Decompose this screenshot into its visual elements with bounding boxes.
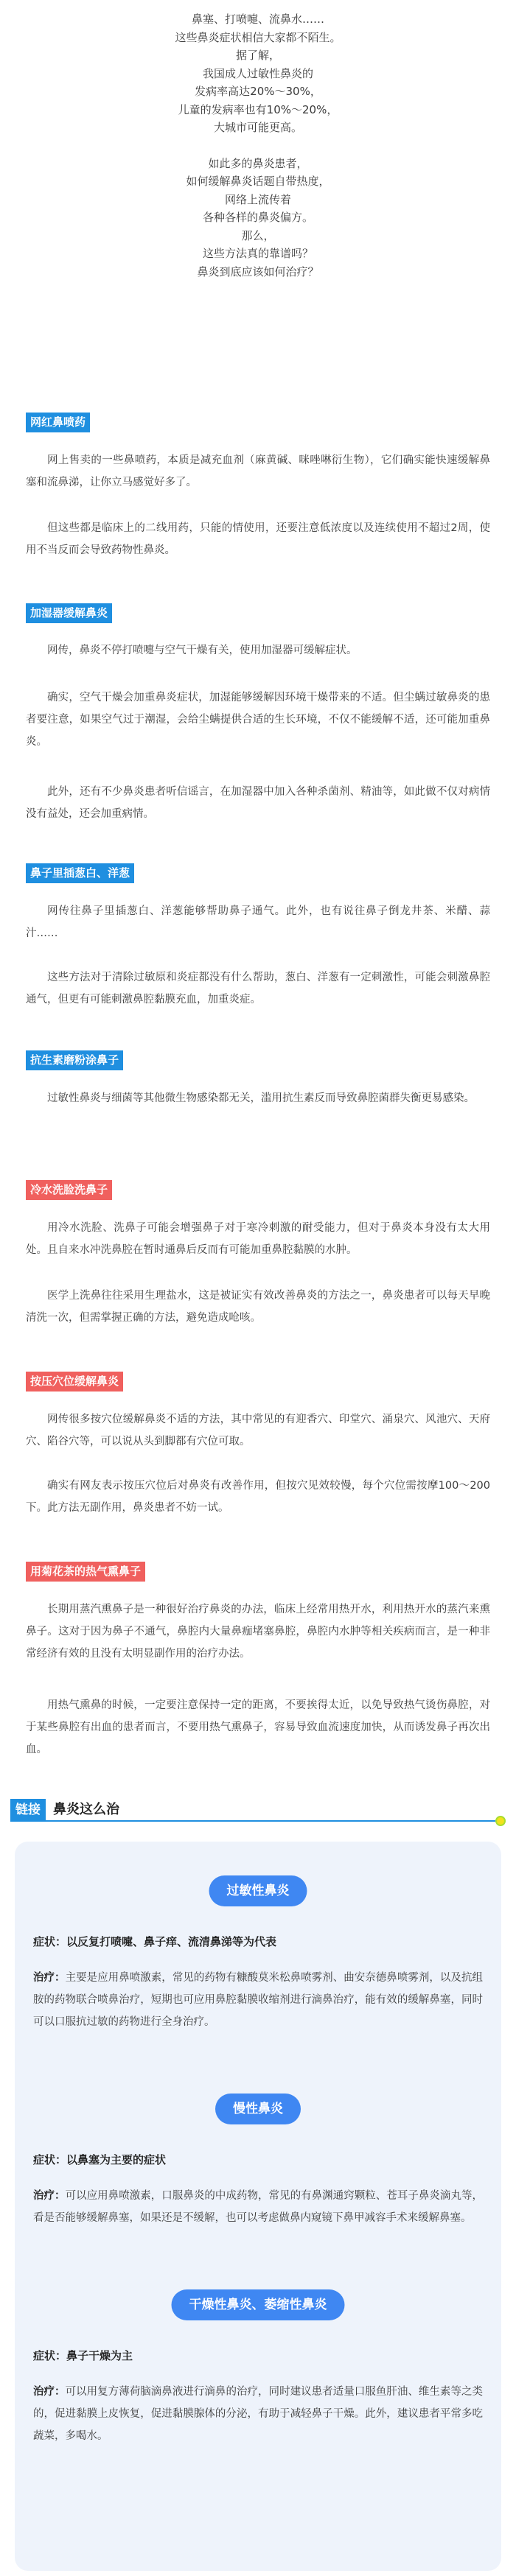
section-paragraph	[26, 639, 490, 661]
section-paragraph	[26, 1475, 490, 1519]
paragraph-text: 用热气熏鼻的时候，一定要注意保持一定的距离，不要挨得太近，以免导致热气烫伤鼻腔，对于某些鼻腔有出血的患者而言，不要用热气熏鼻子，容易导致血流速度加快，从而诱发鼻子再次出血。	[26, 1699, 490, 1755]
symptom-text: 症状：以鼻塞为主要的症状	[33, 2153, 167, 2166]
paragraph-text: 网传很多按穴位缓解鼻炎不适的方法，其中常见的有迎香穴、印堂穴、涌泉穴、风池穴、天府穴、陷谷穴等，可以说从头到脚都有穴位可取。	[26, 1414, 490, 1447]
paragraph-text: 网上售卖的一些鼻喷药，本质是减充血剂（麻黄碱、咪唑啉衍生物），它们确实能快速缓解鼻塞和流鼻涕，让你立马感觉好多了。	[26, 455, 490, 488]
section-tag: 加湿器缓解鼻炎	[26, 603, 112, 623]
treatment-label: 治疗：	[33, 2386, 66, 2398]
section-paragraph	[26, 1087, 490, 1109]
divider-line	[10, 1820, 495, 1822]
intro-line: 我国成人过敏性鼻炎的	[202, 66, 313, 80]
treatment-pill: 干燥性鼻炎、萎缩性鼻炎	[172, 2289, 345, 2320]
section-tag: 冷水洗脸洗鼻子	[26, 1180, 112, 1200]
section-paragraph	[26, 449, 490, 494]
section-antibiotic	[26, 1050, 490, 1070]
treatment-body: 主要是应用鼻喷激素，常见的药物有糠酸莫米松鼻喷雾剂、曲安奈德鼻喷雾剂，以及抗组胺的药物联合喷鼻治疗，短期也可应用鼻腔黏膜收缩剂进行滴鼻治疗，能有效的缓解鼻塞，同时可以口服抗过敏的药物进行全身治疗。	[33, 1972, 484, 2028]
section-tag: 按压穴位缓解鼻炎	[26, 1372, 123, 1391]
paragraph-text: 确实，空气干燥会加重鼻炎症状，加湿能够缓解因环境干燥带来的不适。但尘螨过敏鼻炎的患者要注意，如果空气过于潮湿，会给尘螨提供合适的生长环境，不仅不能缓解不适，还可能加重鼻炎。	[26, 692, 490, 748]
treatment-text	[33, 1967, 483, 2033]
link-badge: 链接	[10, 1799, 46, 1821]
intro-line: 儿童的发病率也有10%～20%，	[178, 102, 338, 116]
section-paragraph	[26, 1217, 490, 1261]
section-tag: 鼻子里插葱白、洋葱	[26, 863, 134, 883]
treatment-label: 治疗：	[33, 1972, 66, 1984]
section-tag: 抗生素磨粉涂鼻子	[26, 1050, 123, 1070]
intro-line: 如何缓解鼻炎话题自带热度，	[186, 175, 330, 188]
section-paragraph	[26, 1598, 490, 1665]
paragraph-text: 过敏性鼻炎与细菌等其他微生物感染都无关，滥用抗生素反而导致鼻腔菌群失衡更易感染。	[47, 1092, 475, 1104]
intro-line: 那么，	[241, 228, 275, 242]
treatment-card	[15, 1842, 501, 2571]
paragraph-text: 用冷水洗脸、洗鼻子可能会增强鼻子对于寒冷刺激的耐受能力，但对于鼻炎本身没有太大用处。且自来水冲洗鼻腔在暂时通鼻后反而有可能加重鼻腔黏膜的水肿。	[26, 1222, 490, 1256]
paragraph-text: 此外，还有不少鼻炎患者听信谣言，在加湿器中加入各种杀菌剂、精油等，如此做不仅对病情没有益处，还会加重病情。	[26, 786, 490, 820]
section-steam	[26, 1562, 490, 1582]
paragraph-text: 网传往鼻子里插葱白、洋葱能够帮助鼻子通气。此外，也有说往鼻子倒龙井茶、米醋、蒜汁……	[26, 905, 490, 939]
intro-line: 各种各样的鼻炎偏方。	[202, 211, 313, 224]
section-tag: 用菊花茶的热气熏鼻子	[26, 1562, 145, 1582]
section-paragraph	[26, 1408, 490, 1453]
intro-line: 鼻塞、打喷嚏、流鼻水……	[191, 13, 324, 26]
symptom-text: 症状：鼻子干燥为主	[33, 2349, 133, 2362]
section-paragraph	[26, 966, 490, 1011]
section-nasal-spray	[26, 413, 490, 432]
section-acupoint	[26, 1372, 490, 1391]
treatment-body: 可以用复方薄荷脑滴鼻液进行滴鼻的治疗，同时建议患者适量口服鱼肝油、维生素等之类的，促进黏膜上皮恢复，促进黏膜腺体的分泌，有助于减轻鼻子干燥。此外，建议患者平常多吃蔬菜，多喝水。	[33, 2386, 484, 2442]
symptom-text: 症状：以反复打喷嚏、鼻子痒、流清鼻涕等为代表	[33, 1935, 277, 1948]
link-title: 鼻炎这么治	[53, 1802, 119, 1817]
treatment-body: 可以应用鼻喷激素，口服鼻炎的中成药物，常见的有鼻渊通窍颗粒、苍耳子鼻炎滴丸等，看是否能够缓解鼻塞，如果还是不缓解，也可以考虑做鼻内窥镜下鼻甲减容手术来缓解鼻塞。	[33, 2190, 484, 2224]
paragraph-text: 这些方法对于清除过敏原和炎症都没有什么帮助，葱白、洋葱有一定刺激性，可能会刺激鼻腔通气，但更有可能刺激鼻腔黏膜充血，加重炎症。	[26, 972, 490, 1006]
treatment-pill: 过敏性鼻炎	[209, 1875, 307, 1906]
treatment-pill: 慢性鼻炎	[215, 2094, 301, 2124]
intro-line: 这些方法真的靠谱吗？	[202, 247, 313, 260]
section-scallion	[26, 863, 490, 883]
paragraph-text: 网传，鼻炎不停打喷嚏与空气干燥有关，使用加湿器可缓解症状。	[47, 645, 358, 656]
intro-block	[0, 10, 516, 281]
intro-line: 鼻炎到底应该如何治疗？	[197, 264, 319, 278]
treatment-text	[33, 2185, 483, 2229]
section-humidifier	[26, 603, 490, 623]
paragraph-text: 长期用蒸汽熏鼻子是一种很好治疗鼻炎的办法，临床上经常用热开水，利用热开水的蒸汽来熏鼻子。这对于因为鼻子不通气，鼻腔内大量鼻痂堵塞鼻腔，鼻腔内水肿等相关疾病而言，是一种非常经济有效的且没有太明显副作用的治疗办法。	[26, 1604, 490, 1660]
section-paragraph	[26, 1285, 490, 1329]
treatment-label: 治疗：	[33, 2190, 66, 2202]
paragraph-text: 确实有网友表示按压穴位后对鼻炎有改善作用，但按穴见效较慢，每个穴位需按摩100～200下。此方法无副作用，鼻炎患者不妨一试。	[26, 1480, 490, 1514]
section-paragraph	[26, 1694, 490, 1761]
paragraph-text: 但这些都是临床上的二线用药，只能的情使用，还要注意低浓度以及连续使用不超过2周，使用不当反而会导致药物性鼻炎。	[26, 522, 490, 556]
section-paragraph	[26, 517, 490, 561]
section-cold-water	[26, 1180, 490, 1200]
intro-line: 如此多的鼻炎患者，	[208, 156, 308, 170]
intro-line: 大城市可能更高。	[213, 121, 302, 134]
section-tag: 网红鼻喷药	[26, 413, 90, 432]
dot-icon	[495, 1816, 506, 1826]
intro-line: 这些鼻炎症状相信大家都不陌生。	[175, 30, 341, 44]
intro-line: 发病率高达20%～30%，	[195, 85, 321, 98]
intro-line: 据了解，	[235, 49, 280, 62]
section-paragraph	[26, 900, 490, 944]
link-header	[10, 1799, 506, 1821]
paragraph-text: 医学上洗鼻往往采用生理盐水，这是被证实有效改善鼻炎的方法之一，鼻炎患者可以每天早晚清洗一次，但需掌握正确的方法，避免造成呛咳。	[26, 1290, 490, 1324]
section-paragraph	[26, 781, 490, 825]
treatment-text	[33, 2381, 483, 2447]
section-paragraph	[26, 687, 490, 753]
intro-line: 网络上流传着	[224, 192, 291, 206]
